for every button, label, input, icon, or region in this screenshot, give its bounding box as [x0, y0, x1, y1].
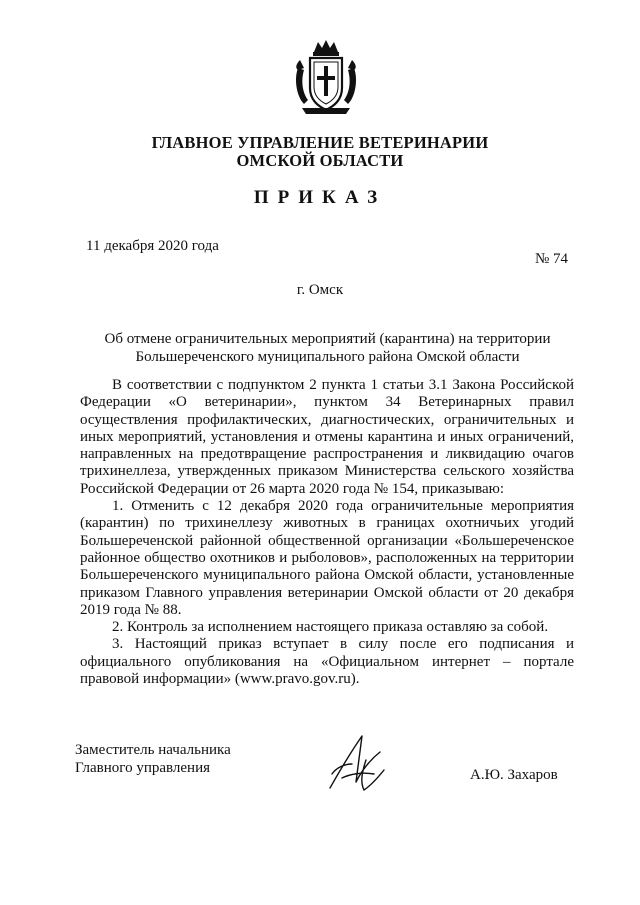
signatory-position-line2: Главного управления [75, 760, 210, 776]
document-number: № 74 [535, 251, 569, 267]
body-paragraph-preamble: В соответствии с подпунктом 2 пункта 1 статьи 3.1 Закона Российской Федерации «О ветеринарии», пунктом 34 Ветеринарных правил осуществления профилактических, диагностических, ограничительных и иных мероприятий, установления и отмены карантина и иных ограничений, направленных на предотвращение распространения и ликвидацию очагов трихинеллеза, утвержденных приказом Министерства сельского хозяйства Российской Федерации от 26 марта 2020 года № 154, приказываю: [80, 377, 574, 497]
document-date: 11 декабря 2020 года [86, 238, 219, 254]
organization-name-line2: ОМСКОЙ ОБЛАСТИ [236, 151, 404, 170]
document-body [80, 377, 574, 688]
document-city: г. Омск [296, 282, 344, 298]
coat-of-arms-icon [292, 38, 360, 118]
signatory-position [75, 741, 231, 777]
organization-name-line1: ГЛАВНОЕ УПРАВЛЕНИЕ ВЕТЕРИНАРИИ [151, 133, 489, 152]
body-paragraph-item1: 1. Отменить с 12 декабря 2020 года ограничительные мероприятия (карантин) по трихинеллезу животных в границах охотничьих угодий Большереченской районной общественной организации «Большереченское районное общество охотников и рыболовов», расположенных на территории Большереченского муниципального района Омской области, установленные приказом Главного управления ветеринарии Омской области от 20 декабря 2019 года № 88. [80, 498, 574, 618]
signatory-position-line1: Заместитель начальника [75, 742, 231, 758]
body-paragraph-item2: 2. Контроль за исполнением настоящего приказа оставляю за собой. [112, 619, 549, 636]
document-type-title: ПРИКАЗ [253, 187, 387, 208]
subject-line2: Большереченского муниципального района Омской области [135, 349, 520, 365]
document-subject [80, 330, 575, 366]
body-paragraph-item3: 3. Настоящий приказ вступает в силу после его подписания и официального опубликования на «Официальном интернет – портале правовой информации» (www.pravo.gov.ru). [80, 636, 574, 688]
subject-line1: Об отмене ограничительных мероприятий (карантина) на территории [104, 331, 551, 347]
signatory-name: А.Ю. Захаров [470, 767, 558, 783]
handwritten-signature [322, 730, 392, 796]
